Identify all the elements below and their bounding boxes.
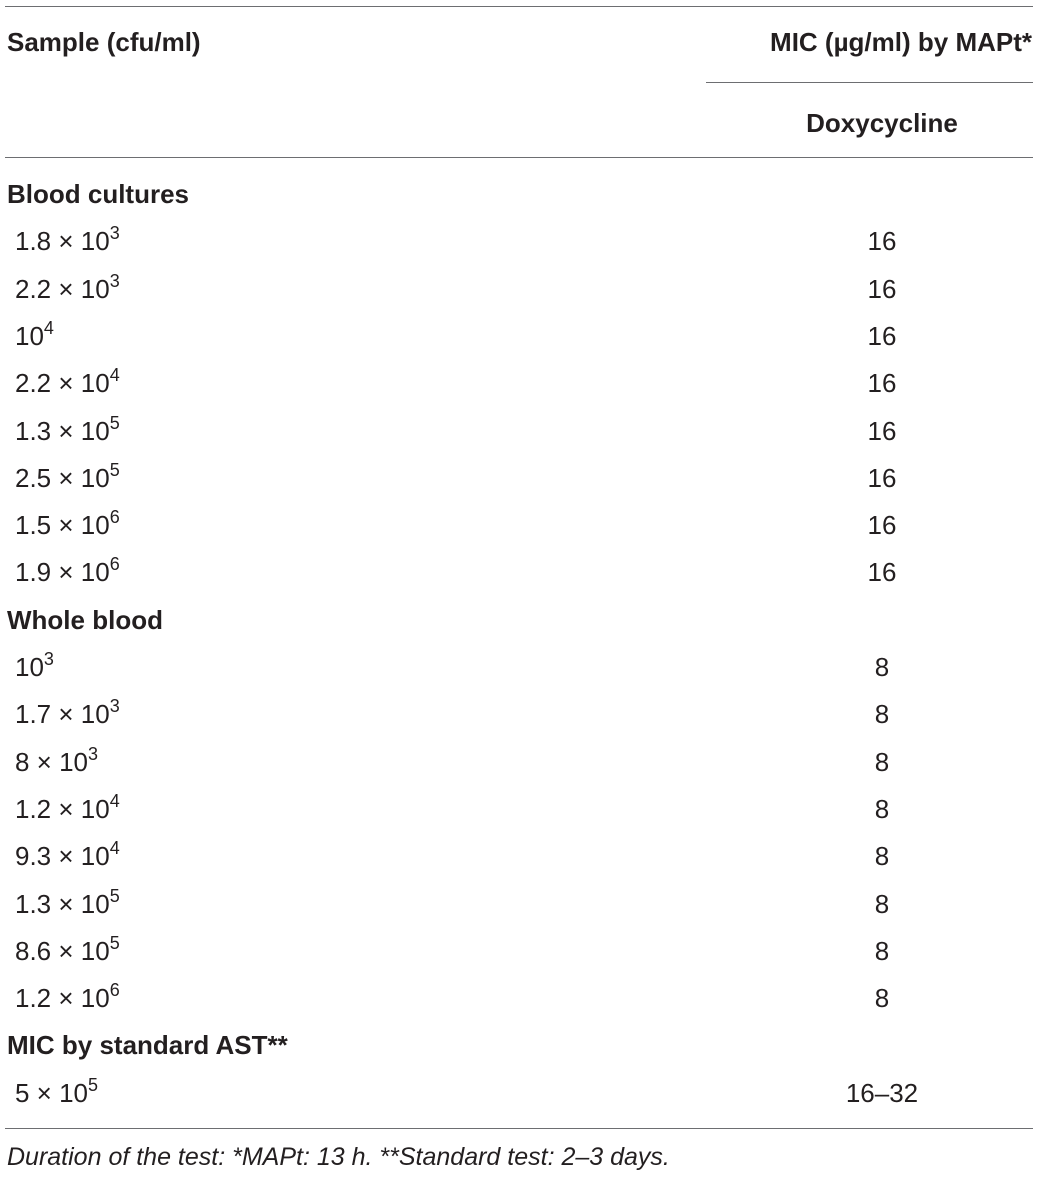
sample-base: 8 × 10 <box>15 746 89 777</box>
sample-base: 1.2 × 10 <box>15 983 110 1014</box>
sample-base: 10 <box>15 652 44 682</box>
sample-exponent: 5 <box>109 932 120 953</box>
mic-cell: 8 <box>874 888 890 919</box>
sample-cell <box>15 696 120 730</box>
sample-exponent: 5 <box>109 885 120 906</box>
sample-cell <box>15 1074 99 1108</box>
sample-exponent: 4 <box>43 317 54 338</box>
mic-cell: 16 <box>867 226 897 257</box>
sample-cell <box>15 507 120 541</box>
mic-cell: 16 <box>867 462 897 493</box>
mic-cell: 8 <box>874 793 890 824</box>
sample-exponent: 6 <box>109 507 120 528</box>
sample-exponent: 6 <box>109 554 120 575</box>
group-label: Blood cultures <box>7 179 190 209</box>
group-label: Whole blood <box>7 604 163 635</box>
sample-exponent: 3 <box>43 649 54 669</box>
mic-cell: 8 <box>874 699 890 730</box>
sample-cell <box>15 459 120 493</box>
sample-base: 2.2 × 10 <box>15 273 110 304</box>
sample-base: 1.9 × 10 <box>15 557 110 588</box>
mic-cell: 8 <box>874 935 890 966</box>
sample-base: 1.3 × 10 <box>15 888 110 919</box>
header-bottom-rule <box>5 157 1033 158</box>
sample-base: 1.7 × 10 <box>15 699 110 730</box>
mic-cell: 16 <box>867 320 897 351</box>
mic-cell: 16 <box>867 510 897 541</box>
sample-base: 2.5 × 10 <box>15 462 110 493</box>
sample-exponent: 4 <box>109 790 120 811</box>
group-label: MIC by standard AST** <box>7 1030 288 1061</box>
sample-cell <box>15 885 120 919</box>
sample-cell <box>15 932 120 966</box>
header-mic-group: MIC (µg/ml) by MAPt* <box>770 27 1032 57</box>
sample-cell <box>15 980 120 1014</box>
sample-cell <box>15 317 54 351</box>
sample-base: 9.3 × 10 <box>15 841 110 872</box>
sample-base: 8.6 × 10 <box>15 935 110 966</box>
sample-base: 1.2 × 10 <box>15 793 110 824</box>
sample-cell <box>15 790 120 824</box>
sample-base: 1.8 × 10 <box>15 226 110 257</box>
sample-exponent: 4 <box>109 838 120 859</box>
mic-cell: 16–32 <box>845 1077 919 1108</box>
header-sample-column: Sample (cfu/ml) <box>7 27 201 57</box>
mic-cell: 16 <box>867 273 897 304</box>
sample-exponent: 3 <box>109 270 120 291</box>
sample-base: 1.5 × 10 <box>15 510 110 541</box>
sample-cell <box>15 649 54 682</box>
sample-base: 2.2 × 10 <box>15 368 110 399</box>
sample-cell <box>15 223 120 257</box>
mic-cell: 8 <box>874 841 890 872</box>
sample-cell <box>15 838 120 872</box>
mic-cell: 8 <box>874 983 890 1014</box>
sample-cell <box>15 365 120 399</box>
sample-exponent: 6 <box>109 980 120 1001</box>
sample-base: 5 × 10 <box>15 1077 89 1108</box>
sample-base: 1.3 × 10 <box>15 415 110 446</box>
sample-exponent: 5 <box>88 1074 99 1095</box>
mic-cell: 16 <box>867 557 897 588</box>
header-sub-rule <box>706 82 1033 83</box>
sample-exponent: 4 <box>109 365 120 386</box>
sample-cell <box>15 743 99 777</box>
mic-cell: 8 <box>874 746 890 777</box>
sample-exponent: 3 <box>109 223 120 244</box>
mic-cell: 16 <box>867 368 897 399</box>
table-bottom-rule <box>5 1128 1033 1129</box>
sample-exponent: 5 <box>109 412 120 433</box>
table-top-rule <box>5 6 1033 7</box>
header-doxycycline-column: Doxycycline <box>806 108 958 138</box>
table-footnote: Duration of the test: *MAPt: 13 h. **Standard test: 2–3 days. <box>7 1143 670 1171</box>
sample-cell <box>15 412 120 446</box>
sample-cell <box>15 270 120 304</box>
mic-cell: 8 <box>874 652 890 682</box>
sample-exponent: 5 <box>109 459 120 480</box>
sample-exponent: 3 <box>109 696 120 717</box>
sample-exponent: 3 <box>88 743 99 764</box>
sample-base: 10 <box>15 320 44 351</box>
sample-cell <box>15 554 120 588</box>
mic-cell: 16 <box>867 415 897 446</box>
